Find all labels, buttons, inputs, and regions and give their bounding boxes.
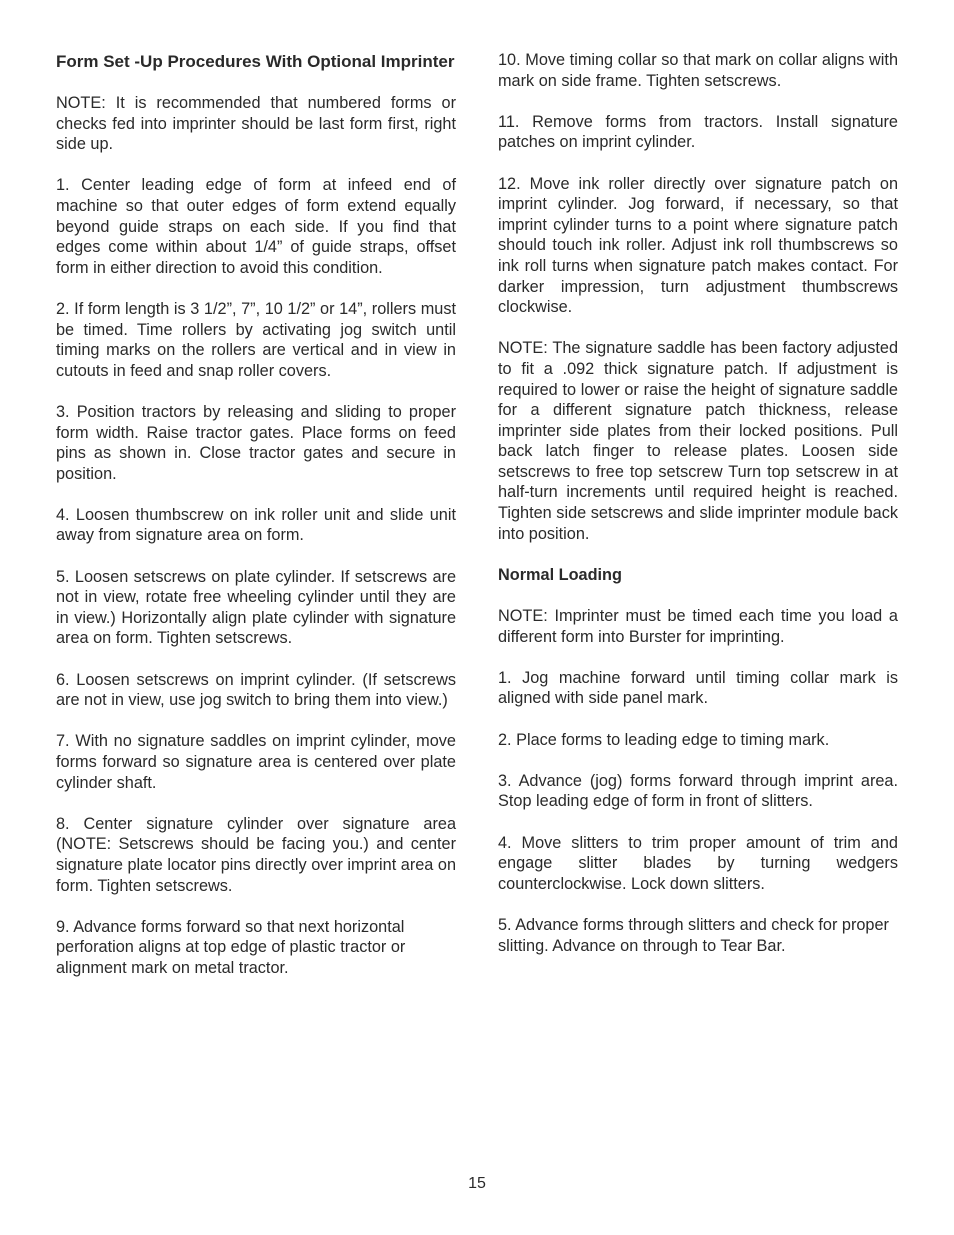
left-column bbox=[56, 50, 456, 999]
step-4-paragraph: 4. Loosen thumbscrew on ink roller unit and slide unit away from signature area on form. bbox=[56, 505, 456, 545]
loading-note-paragraph: NOTE: Imprinter must be timed each time you load a different form into Burster for imprinting. bbox=[498, 607, 898, 646]
loading-step-2-paragraph: 2. Place forms to leading edge to timing mark. bbox=[498, 730, 830, 749]
loading-step-1-paragraph: 1. Jog machine forward until timing collar mark is aligned with side panel mark. bbox=[498, 668, 898, 708]
step-6-paragraph: 6. Loosen setscrews on imprint cylinder. (If setscrews are not in view, use jog switch to bring them into view.) bbox=[56, 670, 456, 710]
step-5-paragraph: 5. Loosen setscrews on plate cylinder. If setscrews are not in view, rotate free wheeling cylinder until they are in view.) Horizontally align plate cylinder with signature area on form. Tighten setscrews. bbox=[56, 567, 456, 648]
step-2-paragraph: 2. If form length is 3 1/2”, 7”, 10 1/2” or 14”, rollers must be timed. Time rollers by activating jog switch until timing marks on the rollers are vertical and in view in cutouts in feed and snap roller covers. bbox=[56, 299, 456, 380]
saddle-note-paragraph: NOTE: The signature saddle has been factory adjusted to fit a .092 thick signature patch. If adjustment is required to lower or raise the height of signature saddle for a different signature patch thickness, release imprinter side plates from their locked positions. Pull back latch finger to release plates. Loosen side setscrews to free top setscrew Turn top setscrew in at half-turn increments until required height is reached. Tighten side setscrews and slide imprinter module back into position. bbox=[498, 339, 898, 543]
step-8-paragraph: 8. Center signature cylinder over signature area (NOTE: Setscrews should be facing you.) and center signature plate locator pins directly over imprint area on form. Tighten setscrews. bbox=[56, 814, 456, 895]
step-7-paragraph: 7. With no signature saddles on imprint cylinder, move forms forward so signature area is centered over plate cylinder shaft. bbox=[56, 732, 456, 792]
step-3-paragraph: 3. Position tractors by releasing and sliding to proper form width. Raise tractor gates. Place forms on feed pins as shown in. Close tractor gates and secure in position. bbox=[56, 402, 456, 483]
step-10-paragraph: 10. Move timing collar so that mark on collar aligns with mark on side frame. Tighten setscrews. bbox=[498, 51, 898, 90]
step-12-paragraph: 12. Move ink roller directly over signature patch on imprint cylinder. Jog forward, if necessary, so that imprint cylinder turns to a point where signature patch should touch ink roller. Adjust ink roll thumbscrews so ink roll turns when signature patch makes contact. For darker impression, turn adjustment thumbscrews clockwise. bbox=[498, 174, 898, 317]
loading-step-5-paragraph: 5. Advance forms through slitters and check for proper slitting. Advance on through to Tear Bar. bbox=[498, 915, 889, 955]
note-paragraph: NOTE: It is recommended that numbered forms or checks fed into imprinter should be last form first, right side up. bbox=[56, 94, 456, 154]
loading-step-3-paragraph: 3. Advance (jog) forms forward through imprint area. Stop leading edge of form in front of slitters. bbox=[498, 771, 898, 811]
loading-step-4-paragraph: 4. Move slitters to trim proper amount of trim and engage slitter blades by turning wedgers counterclockwise. Lock down slitters. bbox=[498, 833, 898, 893]
step-11-paragraph: 11. Remove forms from tractors. Install signature patches on imprint cylinder. bbox=[498, 112, 898, 152]
section-heading: Form Set -Up Procedures With Optional Imprinter bbox=[56, 52, 455, 71]
step-1-paragraph: 1. Center leading edge of form at infeed end of machine so that outer edges of form extend equally beyond guide straps on each side. If you find that edges come within about 1/4” of guide straps, offset form in either direction to avoid this condition. bbox=[56, 176, 456, 277]
page-number: 15 bbox=[468, 1175, 486, 1192]
normal-loading-heading: Normal Loading bbox=[498, 565, 622, 584]
right-column bbox=[498, 50, 898, 977]
step-9-paragraph: 9. Advance forms forward so that next horizontal perforation aligns at top edge of plastic tractor or alignment mark on metal tractor. bbox=[56, 917, 406, 977]
